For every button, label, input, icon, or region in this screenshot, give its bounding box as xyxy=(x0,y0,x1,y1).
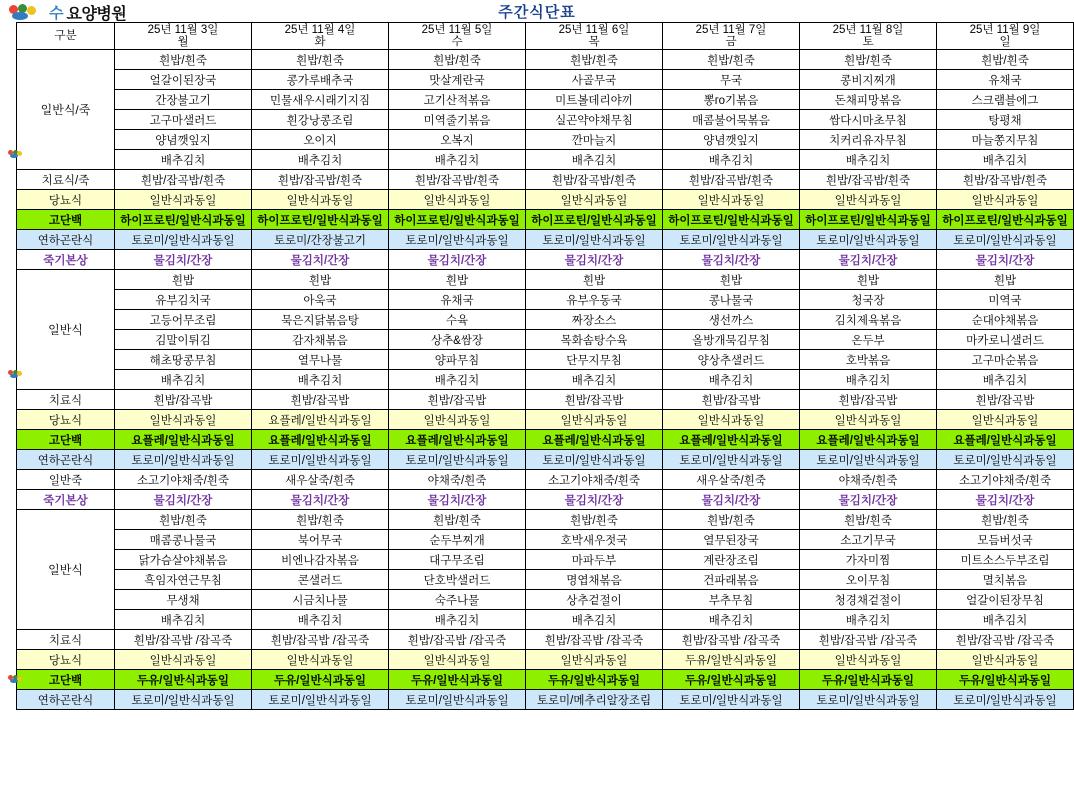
dinner-diet-label: 연하곤란식 xyxy=(17,690,115,710)
column-header-day-7: 25년 11월 9일 일 xyxy=(937,23,1074,50)
dinner-diet-item: 두유/일반식과동일 xyxy=(389,670,526,690)
table-row xyxy=(17,530,1074,550)
breakfast-diet-label: 고단백 xyxy=(17,210,115,230)
dinner-item: 미트소스두부조림 xyxy=(937,550,1074,570)
breakfast-diet-item: 토로미/간장불고기 xyxy=(252,230,389,250)
breakfast-diet-item: 물김치/간장 xyxy=(252,250,389,270)
lunch-item: 온두부 xyxy=(800,330,937,350)
dinner-item: 부추무침 xyxy=(663,590,800,610)
breakfast-item: 배추김치 xyxy=(389,150,526,170)
table-row xyxy=(17,450,1074,470)
breakfast-item: 흰강낭콩조림 xyxy=(252,110,389,130)
lunch-diet-item: 요플레/일반식과동일 xyxy=(937,430,1074,450)
lunch-diet-item: 토로미/일반식과동일 xyxy=(526,450,663,470)
lunch-diet-item: 토로미/일반식과동일 xyxy=(800,450,937,470)
dinner-diet-item: 흰밥/잡곡밥 /잡곡죽 xyxy=(252,630,389,650)
dinner-diet-item: 흰밥/잡곡밥 /잡곡죽 xyxy=(800,630,937,650)
breakfast-diet-label: 당뇨식 xyxy=(17,190,115,210)
breakfast-item: 매콤불어묵볶음 xyxy=(663,110,800,130)
dinner-diet-item: 일반식과동일 xyxy=(800,650,937,670)
breakfast-diet-item: 하이프로틴/일반식과동일 xyxy=(389,210,526,230)
lunch-item: 흰밥 xyxy=(937,270,1074,290)
logo-mark-text: 수 xyxy=(49,5,64,22)
table-row xyxy=(17,510,1074,530)
lunch-diet-item: 야채죽/흰죽 xyxy=(800,470,937,490)
lunch-diet-item: 요플레/일반식과동일 xyxy=(800,430,937,450)
breakfast-diet-item: 흰밥/잡곡밥/흰죽 xyxy=(937,170,1074,190)
lunch-diet-item: 물김치/간장 xyxy=(663,490,800,510)
lunch-diet-item: 흰밥/잡곡밥 xyxy=(526,390,663,410)
lunch-item: 묵은지닭볶음탕 xyxy=(252,310,389,330)
breakfast-diet-item: 토로미/일반식과동일 xyxy=(115,230,252,250)
lunch-diet-item: 물김치/간장 xyxy=(389,490,526,510)
breakfast-item: 배추김치 xyxy=(663,150,800,170)
breakfast-diet-item: 일반식과동일 xyxy=(800,190,937,210)
table-row xyxy=(17,150,1074,170)
lunch-item: 마카로니샐러드 xyxy=(937,330,1074,350)
breakfast-item: 흰밥/흰죽 xyxy=(937,50,1074,70)
lunch-diet-item: 물김치/간장 xyxy=(800,490,937,510)
table-row xyxy=(17,430,1074,450)
breakfast-item: 콩비지찌개 xyxy=(800,70,937,90)
breakfast-item: 깐마늘지 xyxy=(526,130,663,150)
table-row xyxy=(17,470,1074,490)
lunch-diet-item: 요플레/일반식과동일 xyxy=(252,430,389,450)
breakfast-diet-item: 하이프로틴/일반식과동일 xyxy=(937,210,1074,230)
dinner-diet-item: 토로미/일반식과동일 xyxy=(115,690,252,710)
lunch-diet-item: 흰밥/잡곡밥 xyxy=(252,390,389,410)
lunch-item: 열무나물 xyxy=(252,350,389,370)
dinner-diet-item: 토로미/일반식과동일 xyxy=(800,690,937,710)
lunch-diet-item: 소고기야채죽/흰죽 xyxy=(526,470,663,490)
dinner-item: 배추김치 xyxy=(389,610,526,630)
breakfast-diet-label: 죽기본상 xyxy=(17,250,115,270)
breakfast-item: 탕평채 xyxy=(937,110,1074,130)
table-row xyxy=(17,250,1074,270)
dinner-diet-item: 흰밥/잡곡밥 /잡곡죽 xyxy=(389,630,526,650)
weekly-menu-table xyxy=(16,22,1074,710)
breakfast-diet-item: 일반식과동일 xyxy=(252,190,389,210)
breakfast-diet-item: 토로미/일반식과동일 xyxy=(389,230,526,250)
breakfast-diet-item: 하이프로틴/일반식과동일 xyxy=(115,210,252,230)
dinner-diet-item: 두유/일반식과동일 xyxy=(800,670,937,690)
dinner-item: 소고기무국 xyxy=(800,530,937,550)
lunch-item: 해초땅콩무침 xyxy=(115,350,252,370)
breakfast-diet-item: 물김치/간장 xyxy=(526,250,663,270)
lunch-diet-item: 소고기야채죽/흰죽 xyxy=(115,470,252,490)
breakfast-item: 미역줄기볶음 xyxy=(389,110,526,130)
lunch-diet-item: 흰밥/잡곡밥 xyxy=(115,390,252,410)
breakfast-diet-item: 일반식과동일 xyxy=(937,190,1074,210)
dinner-diet-item: 토로미/일반식과동일 xyxy=(663,690,800,710)
breakfast-item: 배추김치 xyxy=(115,150,252,170)
lunch-item: 배추김치 xyxy=(800,370,937,390)
dinner-diet-item: 흰밥/잡곡밥 /잡곡죽 xyxy=(663,630,800,650)
dinner-item: 흰밥/흰죽 xyxy=(115,510,252,530)
lunch-diet-label: 일반죽 xyxy=(17,470,115,490)
dinner-item: 모듬버섯국 xyxy=(937,530,1074,550)
breakfast-diet-item: 일반식과동일 xyxy=(389,190,526,210)
dinner-item: 흰밥/흰죽 xyxy=(800,510,937,530)
table-row xyxy=(17,350,1074,370)
dinner-diet-item: 일반식과동일 xyxy=(937,650,1074,670)
dinner-item: 비엔나감자볶음 xyxy=(252,550,389,570)
dinner-item: 멸치볶음 xyxy=(937,570,1074,590)
dinner-item: 콘샐러드 xyxy=(252,570,389,590)
lunch-diet-label: 고단백 xyxy=(17,430,115,450)
lunch-item: 배추김치 xyxy=(663,370,800,390)
lunch-diet-item: 야채죽/흰죽 xyxy=(389,470,526,490)
breakfast-item: 배추김치 xyxy=(937,150,1074,170)
breakfast-item: 미트볼데리야끼 xyxy=(526,90,663,110)
dinner-item: 숙주나물 xyxy=(389,590,526,610)
breakfast-diet-item: 물김치/간장 xyxy=(663,250,800,270)
dinner-diet-item: 토로미/일반식과동일 xyxy=(937,690,1074,710)
table-row xyxy=(17,110,1074,130)
lunch-diet-item: 토로미/일반식과동일 xyxy=(937,450,1074,470)
lunch-item: 양상추샐러드 xyxy=(663,350,800,370)
logo-hospital-name: 요양병원 xyxy=(66,6,127,23)
table-row xyxy=(17,690,1074,710)
lunch-diet-item: 일반식과동일 xyxy=(937,410,1074,430)
lunch-diet-item: 일반식과동일 xyxy=(526,410,663,430)
lunch-item: 청국장 xyxy=(800,290,937,310)
table-row xyxy=(17,230,1074,250)
lunch-item: 순대야채볶음 xyxy=(937,310,1074,330)
dinner-diet-label: 치료식 xyxy=(17,630,115,650)
lunch-item: 유부우동국 xyxy=(526,290,663,310)
table-row xyxy=(17,70,1074,90)
lunch-item: 흰밥 xyxy=(800,270,937,290)
table-row xyxy=(17,310,1074,330)
dinner-category-label: 일반식 xyxy=(17,510,115,630)
lunch-item: 호박볶음 xyxy=(800,350,937,370)
dinner-item: 배추김치 xyxy=(937,610,1074,630)
table-header-row xyxy=(17,23,1074,50)
table-row xyxy=(17,290,1074,310)
dinner-diet-item: 일반식과동일 xyxy=(115,650,252,670)
lunch-diet-item: 일반식과동일 xyxy=(663,410,800,430)
lunch-item: 흰밥 xyxy=(115,270,252,290)
breakfast-item: 흰밥/흰죽 xyxy=(800,50,937,70)
breakfast-category-label: 일반식/죽 xyxy=(17,50,115,170)
lunch-item: 콩나물국 xyxy=(663,290,800,310)
breakfast-diet-item: 물김치/간장 xyxy=(115,250,252,270)
dinner-item: 호박새우젓국 xyxy=(526,530,663,550)
breakfast-item: 얼갈이된장국 xyxy=(115,70,252,90)
dinner-item: 흑임자연근무침 xyxy=(115,570,252,590)
dinner-item: 계란장조림 xyxy=(663,550,800,570)
breakfast-diet-item: 흰밥/잡곡밥/흰죽 xyxy=(663,170,800,190)
lunch-item: 흰밥 xyxy=(389,270,526,290)
breakfast-diet-item: 물김치/간장 xyxy=(389,250,526,270)
dinner-item: 흰밥/흰죽 xyxy=(526,510,663,530)
lunch-diet-item: 요플레/일반식과동일 xyxy=(115,430,252,450)
dinner-item: 건파래볶음 xyxy=(663,570,800,590)
table-row xyxy=(17,550,1074,570)
breakfast-diet-label: 치료식/죽 xyxy=(17,170,115,190)
table-row xyxy=(17,190,1074,210)
page-header xyxy=(0,0,1074,22)
table-row xyxy=(17,410,1074,430)
table-row xyxy=(17,670,1074,690)
breakfast-item: 배추김치 xyxy=(526,150,663,170)
breakfast-diet-item: 흰밥/잡곡밥/흰죽 xyxy=(800,170,937,190)
lunch-diet-item: 일반식과동일 xyxy=(800,410,937,430)
dinner-item: 시금치나물 xyxy=(252,590,389,610)
lunch-item: 배추김치 xyxy=(252,370,389,390)
table-row xyxy=(17,390,1074,410)
dinner-diet-item: 일반식과동일 xyxy=(389,650,526,670)
dinner-item: 흰밥/흰죽 xyxy=(663,510,800,530)
table-row xyxy=(17,570,1074,590)
dinner-item: 마파두부 xyxy=(526,550,663,570)
lunch-diet-item: 소고기야채죽/흰죽 xyxy=(937,470,1074,490)
dinner-item: 열무된장국 xyxy=(663,530,800,550)
lunch-item: 김치제육볶음 xyxy=(800,310,937,330)
lunch-diet-item: 일반식과동일 xyxy=(115,410,252,430)
breakfast-diet-item: 토로미/일반식과동일 xyxy=(663,230,800,250)
breakfast-diet-item: 물김치/간장 xyxy=(937,250,1074,270)
dinner-item: 상추겉절이 xyxy=(526,590,663,610)
dinner-diet-item: 두유/일반식과동일 xyxy=(526,670,663,690)
dinner-diet-item: 두유/일반식과동일 xyxy=(252,670,389,690)
breakfast-item: 치커리유자무침 xyxy=(800,130,937,150)
lunch-diet-label: 치료식 xyxy=(17,390,115,410)
breakfast-diet-item: 물김치/간장 xyxy=(800,250,937,270)
breakfast-diet-item: 흰밥/잡곡밥/흰죽 xyxy=(115,170,252,190)
page-title: 주간식단표 xyxy=(498,4,576,21)
lunch-diet-item: 물김치/간장 xyxy=(526,490,663,510)
lunch-item: 올방개묵김무침 xyxy=(663,330,800,350)
column-header-day-3: 25년 11월 5일 수 xyxy=(389,23,526,50)
lunch-item: 단무지무침 xyxy=(526,350,663,370)
dinner-diet-item: 토로미/메추리알장조림 xyxy=(526,690,663,710)
breakfast-diet-item: 하이프로틴/일반식과동일 xyxy=(526,210,663,230)
column-header-day-1: 25년 11월 3일 월 xyxy=(115,23,252,50)
dinner-item: 배추김치 xyxy=(526,610,663,630)
breakfast-diet-item: 하이프로틴/일반식과동일 xyxy=(252,210,389,230)
lunch-item: 김말이튀김 xyxy=(115,330,252,350)
lunch-diet-item: 토로미/일반식과동일 xyxy=(115,450,252,470)
breakfast-item: 오이지 xyxy=(252,130,389,150)
lunch-item: 유부김치국 xyxy=(115,290,252,310)
breakfast-diet-item: 일반식과동일 xyxy=(526,190,663,210)
breakfast-item: 실곤약야채무침 xyxy=(526,110,663,130)
lunch-item: 양파무침 xyxy=(389,350,526,370)
breakfast-item: 오복지 xyxy=(389,130,526,150)
dinner-diet-item: 흰밥/잡곡밥 /잡곡죽 xyxy=(526,630,663,650)
dinner-diet-item: 두유/일반식과동일 xyxy=(663,650,800,670)
table-row xyxy=(17,170,1074,190)
breakfast-item: 스크램블에그 xyxy=(937,90,1074,110)
dinner-diet-item: 토로미/일반식과동일 xyxy=(389,690,526,710)
breakfast-item: 배추김치 xyxy=(252,150,389,170)
table-row xyxy=(17,130,1074,150)
lunch-item: 배추김치 xyxy=(526,370,663,390)
breakfast-item: 뽕го기볶음 xyxy=(663,90,800,110)
lunch-category-label: 일반식 xyxy=(17,270,115,390)
breakfast-diet-item: 일반식과동일 xyxy=(115,190,252,210)
lunch-item: 배추김치 xyxy=(115,370,252,390)
column-header-day-5: 25년 11월 7일 금 xyxy=(663,23,800,50)
lunch-item: 배추김치 xyxy=(389,370,526,390)
breakfast-item: 간장불고기 xyxy=(115,90,252,110)
dinner-item: 배추김치 xyxy=(115,610,252,630)
lunch-diet-item: 새우살죽/흰죽 xyxy=(252,470,389,490)
dinner-diet-item: 일반식과동일 xyxy=(252,650,389,670)
lunch-diet-item: 흰밥/잡곡밥 xyxy=(663,390,800,410)
lunch-diet-item: 요플레/일반식과동일 xyxy=(389,430,526,450)
lunch-item: 아욱국 xyxy=(252,290,389,310)
lunch-item: 목화솜탕수육 xyxy=(526,330,663,350)
lunch-diet-item: 요플레/일반식과동일 xyxy=(663,430,800,450)
lunch-diet-item: 흰밥/잡곡밥 xyxy=(389,390,526,410)
lunch-item: 짜장소스 xyxy=(526,310,663,330)
breakfast-item: 양념깻잎지 xyxy=(115,130,252,150)
lunch-diet-item: 물김치/간장 xyxy=(115,490,252,510)
dinner-item: 대구무조림 xyxy=(389,550,526,570)
dinner-item: 매콤콩나물국 xyxy=(115,530,252,550)
breakfast-diet-item: 하이프로틴/일반식과동일 xyxy=(663,210,800,230)
breakfast-diet-label: 연하곤란식 xyxy=(17,230,115,250)
dinner-item: 배추김치 xyxy=(663,610,800,630)
column-header-day-6: 25년 11월 8일 토 xyxy=(800,23,937,50)
table-row xyxy=(17,610,1074,630)
dinner-diet-item: 흰밥/잡곡밥 /잡곡죽 xyxy=(937,630,1074,650)
lunch-diet-item: 요플레/일반식과동일 xyxy=(252,410,389,430)
lunch-diet-label: 당뇨식 xyxy=(17,410,115,430)
lunch-item: 고구마순볶음 xyxy=(937,350,1074,370)
breakfast-diet-item: 토로미/일반식과동일 xyxy=(800,230,937,250)
table-row xyxy=(17,330,1074,350)
dinner-item: 명엽채볶음 xyxy=(526,570,663,590)
breakfast-item: 마늘쫑지무침 xyxy=(937,130,1074,150)
dinner-diet-item: 두유/일반식과동일 xyxy=(115,670,252,690)
lunch-diet-item: 토로미/일반식과동일 xyxy=(663,450,800,470)
dinner-item: 흰밥/흰죽 xyxy=(937,510,1074,530)
breakfast-item: 돈채피망볶음 xyxy=(800,90,937,110)
breakfast-item: 민물새우시래기지짐 xyxy=(252,90,389,110)
lunch-diet-item: 물김치/간장 xyxy=(252,490,389,510)
table-row xyxy=(17,650,1074,670)
dinner-item: 얼갈이된장무침 xyxy=(937,590,1074,610)
breakfast-item: 콩가루배추국 xyxy=(252,70,389,90)
dinner-diet-label: 고단백 xyxy=(17,670,115,690)
breakfast-item: 양념깻잎지 xyxy=(663,130,800,150)
lunch-diet-label: 죽기본상 xyxy=(17,490,115,510)
dinner-item: 배추김치 xyxy=(252,610,389,630)
lunch-diet-item: 토로미/일반식과동일 xyxy=(252,450,389,470)
breakfast-item: 쌈다시마초무침 xyxy=(800,110,937,130)
breakfast-diet-item: 토로미/일반식과동일 xyxy=(937,230,1074,250)
dinner-item: 오이무침 xyxy=(800,570,937,590)
breakfast-diet-item: 흰밥/잡곡밥/흰죽 xyxy=(252,170,389,190)
breakfast-diet-item: 흰밥/잡곡밥/흰죽 xyxy=(526,170,663,190)
lunch-item: 배추김치 xyxy=(937,370,1074,390)
breakfast-diet-item: 토로미/일반식과동일 xyxy=(526,230,663,250)
lunch-diet-item: 흰밥/잡곡밥 xyxy=(937,390,1074,410)
lunch-diet-item: 흰밥/잡곡밥 xyxy=(800,390,937,410)
lunch-item: 흰밥 xyxy=(526,270,663,290)
breakfast-item: 고기산적볶음 xyxy=(389,90,526,110)
lunch-item: 흰밥 xyxy=(663,270,800,290)
breakfast-item: 흰밥/흰죽 xyxy=(252,50,389,70)
lunch-item: 수육 xyxy=(389,310,526,330)
lunch-diet-item: 요플레/일반식과동일 xyxy=(526,430,663,450)
table-row xyxy=(17,50,1074,70)
table-row xyxy=(17,490,1074,510)
table-row xyxy=(17,590,1074,610)
dinner-item: 가자미찜 xyxy=(800,550,937,570)
dinner-item: 단호박샐러드 xyxy=(389,570,526,590)
breakfast-item: 흰밥/흰죽 xyxy=(526,50,663,70)
table-row xyxy=(17,370,1074,390)
dinner-diet-item: 흰밥/잡곡밥 /잡곡죽 xyxy=(115,630,252,650)
dinner-diet-item: 일반식과동일 xyxy=(526,650,663,670)
dinner-item: 흰밥/흰죽 xyxy=(252,510,389,530)
table-row xyxy=(17,630,1074,650)
breakfast-item: 흰밥/흰죽 xyxy=(115,50,252,70)
breakfast-item: 고구마샐러드 xyxy=(115,110,252,130)
dinner-item: 순두부찌개 xyxy=(389,530,526,550)
breakfast-diet-item: 흰밥/잡곡밥/흰죽 xyxy=(389,170,526,190)
dinner-diet-item: 토로미/일반식과동일 xyxy=(252,690,389,710)
breakfast-item: 유채국 xyxy=(937,70,1074,90)
breakfast-item: 사골무국 xyxy=(526,70,663,90)
dinner-diet-item: 두유/일반식과동일 xyxy=(937,670,1074,690)
lunch-item: 감자채볶음 xyxy=(252,330,389,350)
breakfast-diet-item: 일반식과동일 xyxy=(663,190,800,210)
column-header-category: 구분 xyxy=(17,23,115,50)
dinner-diet-label: 당뇨식 xyxy=(17,650,115,670)
lunch-item: 상추&쌈장 xyxy=(389,330,526,350)
table-row xyxy=(17,210,1074,230)
dinner-item: 북어무국 xyxy=(252,530,389,550)
dinner-item: 흰밥/흰죽 xyxy=(389,510,526,530)
lunch-item: 흰밥 xyxy=(252,270,389,290)
dinner-item: 닭가슴살야채볶음 xyxy=(115,550,252,570)
lunch-diet-item: 물김치/간장 xyxy=(937,490,1074,510)
lunch-item: 고등어무조림 xyxy=(115,310,252,330)
breakfast-item: 무국 xyxy=(663,70,800,90)
column-header-day-4: 25년 11월 6일 목 xyxy=(526,23,663,50)
lunch-diet-label: 연하곤란식 xyxy=(17,450,115,470)
lunch-diet-item: 일반식과동일 xyxy=(389,410,526,430)
lunch-item: 미역국 xyxy=(937,290,1074,310)
lunch-diet-item: 새우살죽/흰죽 xyxy=(663,470,800,490)
breakfast-item: 배추김치 xyxy=(800,150,937,170)
lunch-diet-item: 토로미/일반식과동일 xyxy=(389,450,526,470)
table-row xyxy=(17,90,1074,110)
table-row xyxy=(17,270,1074,290)
breakfast-item: 흰밥/흰죽 xyxy=(389,50,526,70)
breakfast-item: 흰밥/흰죽 xyxy=(663,50,800,70)
dinner-item: 무생채 xyxy=(115,590,252,610)
column-header-day-2: 25년 11월 4일 화 xyxy=(252,23,389,50)
breakfast-item: 맛살계란국 xyxy=(389,70,526,90)
lunch-item: 유채국 xyxy=(389,290,526,310)
lunch-item: 생선까스 xyxy=(663,310,800,330)
dinner-item: 배추김치 xyxy=(800,610,937,630)
dinner-item: 청경채겉절이 xyxy=(800,590,937,610)
dinner-diet-item: 두유/일반식과동일 xyxy=(663,670,800,690)
breakfast-diet-item: 하이프로틴/일반식과동일 xyxy=(800,210,937,230)
